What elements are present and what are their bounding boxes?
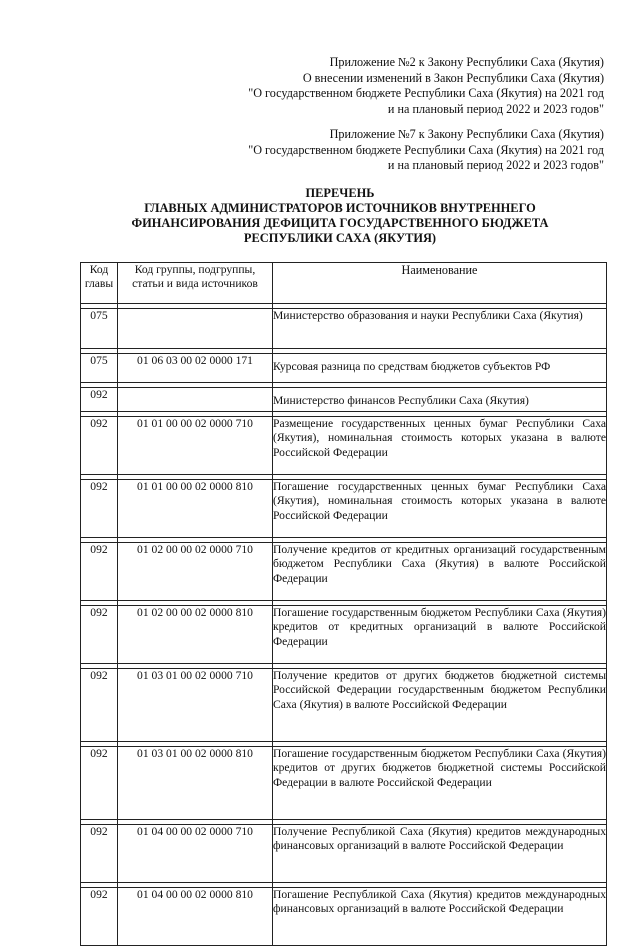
header-line: и на плановый период 2022 и 2023 годов" (387, 158, 604, 172)
title-line: ГЛАВНЫХ АДМИНИСТРАТОРОВ ИСТОЧНИКОВ ВНУТРЕННЕГО (144, 201, 536, 215)
name-cell: Курсовая разница по средствам бюджетов субъектов РФ (273, 354, 607, 383)
table-header-row (81, 263, 607, 304)
name-cell: Погашение Республикой Саха (Якутия) кредитов международных финансовых организаций в валюте Российской Федерации (273, 888, 607, 946)
chapter-code-cell: 075 (81, 354, 118, 383)
header-text: статьи и вида источников (132, 277, 258, 291)
source-code-cell: 01 03 01 00 02 0000 710 (118, 669, 273, 742)
table-row (81, 606, 607, 664)
name-cell: Погашение государственным бюджетом Республики Саха (Якутия) кредитов от других бюджетов бюджетной системы Российской Федерации в валюте Российской Федерации (273, 747, 607, 820)
table-row (81, 669, 607, 742)
header-text: Код группы, подгруппы, (134, 263, 256, 276)
header-name: Наименование (273, 263, 607, 304)
title-line: РЕСПУБЛИКИ САХА (ЯКУТИЯ) (243, 231, 437, 245)
source-code-cell: 01 01 00 00 02 0000 710 (118, 417, 273, 475)
source-code-cell: 01 03 01 00 02 0000 810 (118, 747, 273, 820)
source-code-cell: 01 02 00 00 02 0000 710 (118, 543, 273, 601)
name-cell: Получение кредитов от кредитных организаций государственным бюджетом Республики Саха (Якутия) в валюте Российской Федерации (273, 543, 607, 601)
name-cell: Погашение государственным бюджетом Республики Саха (Якутия) кредитов от кредитных организаций в валюте Российской Федерации (273, 606, 607, 664)
name-cell: Размещение государственных ценных бумаг Республики Саха (Якутия), номинальная стоимость которых указана в валюте Российской Федерации (273, 417, 607, 475)
header-source-code (118, 263, 273, 304)
name-cell: Получение Республикой Саха (Якутия) кредитов международных финансовых организаций в валюте Российской Федерации (273, 825, 607, 883)
source-code-cell: 01 04 00 00 02 0000 710 (118, 825, 273, 883)
table-row (81, 747, 607, 820)
table-row (81, 888, 607, 946)
name-cell: Получение кредитов от других бюджетов бюджетной системы Российской Федерации государственным бюджетом Республики Саха (Якутия) в валюте Российской Федерации (273, 669, 607, 742)
document-title (60, 186, 620, 246)
chapter-code-cell: 092 (81, 480, 118, 538)
table-row (81, 480, 607, 538)
source-code-cell: 01 02 00 00 02 0000 810 (118, 606, 273, 664)
chapter-code-cell: 092 (81, 388, 118, 412)
administrators-table (80, 262, 607, 946)
source-code-cell (118, 388, 273, 412)
header-line: Приложение №2 к Закону Республики Саха (Якутия) (329, 55, 604, 69)
header-line: О внесении изменений в Закон Республики Саха (Якутия) (302, 70, 604, 85)
header-line: "О государственном бюджете Республики Саха (Якутия) на 2021 год (248, 142, 604, 157)
name-cell: Министерство образования и науки Республики Саха (Якутия) (273, 309, 607, 349)
source-code-cell: 01 01 00 00 02 0000 810 (118, 480, 273, 538)
source-code-cell: 01 04 00 00 02 0000 810 (118, 888, 273, 946)
chapter-code-cell: 092 (81, 888, 118, 946)
table-row (81, 417, 607, 475)
title-line: ФИНАНСИРОВАНИЯ ДЕФИЦИТА ГОСУДАРСТВЕННОГО БЮДЖЕТА (131, 216, 549, 230)
header-text: главы (84, 277, 114, 291)
chapter-code-cell: 092 (81, 747, 118, 820)
header-line: и на плановый период 2022 и 2023 годов" (387, 101, 604, 116)
chapter-code-cell: 092 (81, 669, 118, 742)
appendix-header-2 (184, 55, 604, 117)
table-row (81, 543, 607, 601)
chapter-code-cell: 075 (81, 309, 118, 349)
header-text: Код (89, 263, 109, 276)
source-code-cell (118, 309, 273, 349)
chapter-code-cell: 092 (81, 417, 118, 475)
chapter-code-cell: 092 (81, 543, 118, 601)
header-line: Приложение №7 к Закону Республики Саха (Якутия) (329, 127, 604, 141)
name-cell: Министерство финансов Республики Саха (Якутия) (273, 388, 607, 412)
name-cell: Погашение государственных ценных бумаг Республики Саха (Якутия), номинальная стоимость которых указана в валюте Российской Федерации (273, 480, 607, 538)
table-row (81, 825, 607, 883)
appendix-header-7 (184, 127, 604, 174)
table-row (81, 388, 607, 412)
chapter-code-cell: 092 (81, 825, 118, 883)
table-row (81, 354, 607, 383)
source-code-cell: 01 06 03 00 02 0000 171 (118, 354, 273, 383)
table-row (81, 309, 607, 349)
header-chapter-code (81, 263, 118, 304)
chapter-code-cell: 092 (81, 606, 118, 664)
header-line: "О государственном бюджете Республики Саха (Якутия) на 2021 год (248, 86, 604, 100)
title-line: ПЕРЕЧЕНЬ (305, 186, 375, 200)
table-body (81, 304, 607, 946)
